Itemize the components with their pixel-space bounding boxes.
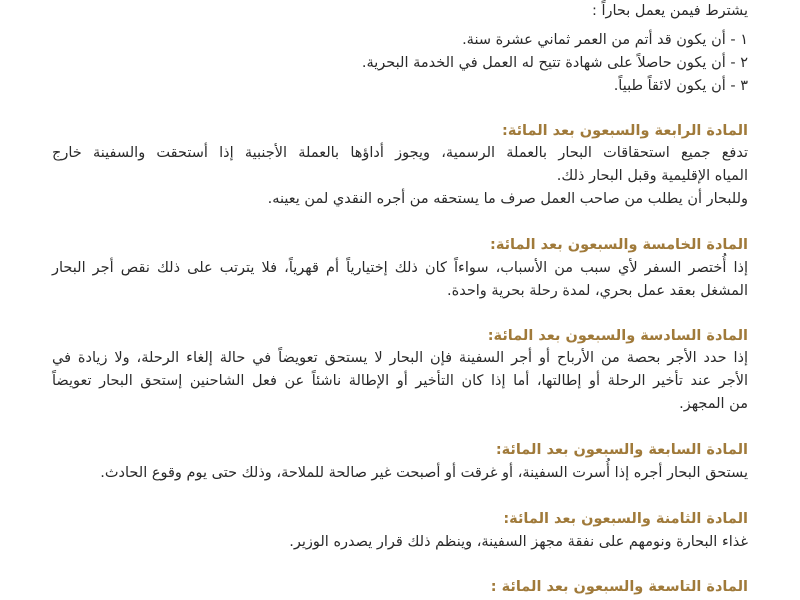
article-text: تدفع جميع استحقاقات البحار بالعملة الرسمية، ويجوز أداؤها بالعملة الأجنبية إذا أستحقت والسفينة خارج <box>52 145 748 161</box>
condition-item: ٢ - أن يكون حاصلاً على شهادة تتيح له العمل في الخدمة البحرية. <box>361 55 748 71</box>
article-text: يستحق البحار أجره إذا أُسرت السفينة، أو غرقت أو أصبحت غير صالحة للملاحة، وذلك حتى يوم وقوع الحادث. <box>100 465 748 481</box>
article-text: من المجهز. <box>679 396 748 412</box>
article-heading: المادة السابعة والسبعون بعد المائة: <box>495 442 748 458</box>
article-text: الأجر عند تأخير الرحلة أو إطالتها، أما إذا كان التأخير أو الإطالة ناشئاً عن فعل الشاحنين إستحق البحار تعويضاً <box>52 373 748 389</box>
conditions-heading: يشترط فيمن يعمل بحاراً : <box>591 3 748 19</box>
article-heading: المادة الثامنة والسبعون بعد المائة: <box>503 511 748 527</box>
article-heading: المادة التاسعة والسبعون بعد المائة : <box>490 579 748 595</box>
article-heading: المادة السادسة والسبعون بعد المائة: <box>487 328 748 344</box>
article-text: إذا أُختصر السفر لأي سبب من الأسباب، سواءاً كان ذلك إختيارياً أم قهرياً، فلا يترتب على ذلك نقص أجر البحار <box>52 260 748 276</box>
condition-item: ١ - أن يكون قد أتم من العمر ثماني عشرة سنة. <box>462 32 748 48</box>
article-heading: المادة الرابعة والسبعون بعد المائة: <box>502 123 748 139</box>
condition-item: ٣ - أن يكون لائقاً طبياً. <box>613 78 748 94</box>
article-text: وللبحار أن يطلب من صاحب العمل صرف ما يستحقه من أجره النقدي لمن يعينه. <box>267 191 748 207</box>
article-text: إذا حدد الأجر بحصة من الأرباح أو أجر السفينة فإن البحار لا يستحق تعويضاً في حالة إلغاء الرحلة، ولا زيادة في <box>52 350 748 366</box>
article-text: المشغل بعقد عمل بحري، لمدة رحلة بحرية واحدة. <box>447 283 748 299</box>
article-text: المياه الإقليمية وقبل البحار ذلك. <box>556 168 748 184</box>
article-text: غذاء البحارة ونومهم على نفقة مجهز السفينة، وينظم ذلك قرار يصدره الوزير. <box>289 534 748 550</box>
article-heading: المادة الخامسة والسبعون بعد المائة: <box>490 237 748 253</box>
